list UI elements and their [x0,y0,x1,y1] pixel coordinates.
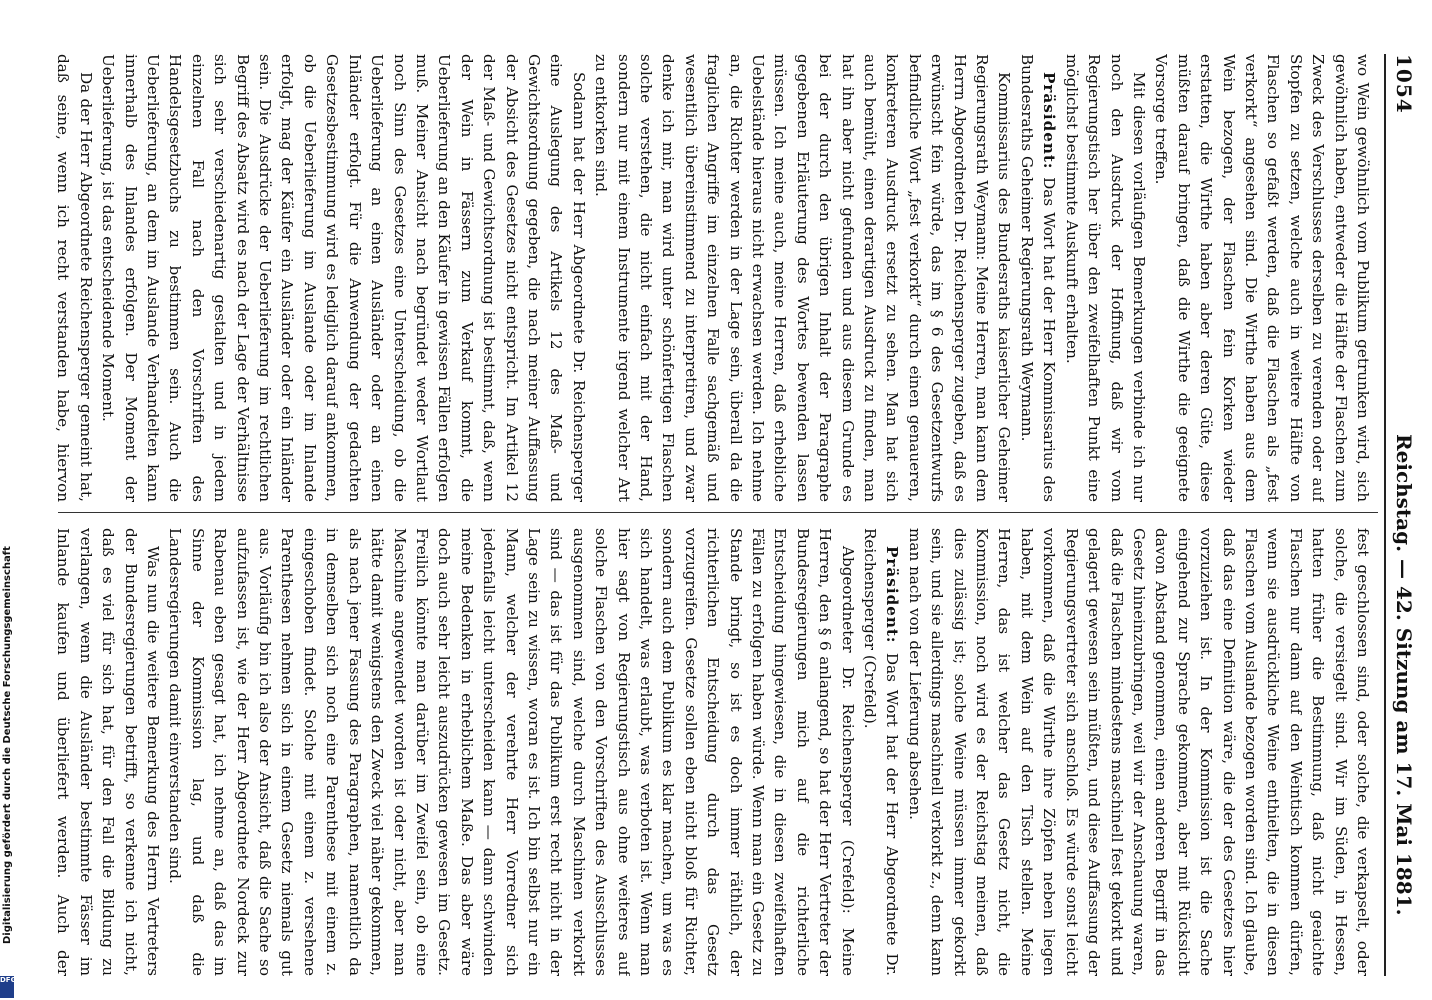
paragraph-text: Das Wort hat der Herr Kommissarius des Bundesraths Geheimer Regierungsrath Weymann. [1017,54,1059,502]
paragraph [590,54,1016,502]
paragraph [54,528,164,976]
page-number: 1054 [1392,54,1416,114]
paragraph [859,528,904,976]
paragraph-text: fest geschlossen sind, oder solche, die verkapselt, oder solche, die versiegelt sind. Wir im Süden, in Hessen, hatten früher die Bestimmung, daß nicht geaichte Flaschen nur dann auf den Weintisch kommen dürfen, wenn sie ausdrückliche Weine enthielten, die in diesen Flaschen vom Auslande bezogen worden sind. Ich glaube, daß das eine Definition wäre, die der des Gesetzes hier vorzuziehen ist. In der Kommission ist die Sache eingehend zur Sprache gekommen, aber mit Rücksicht davon Abstand genommen, einen anderen Begriff in das Gesetz hineinzubringen, weil wir der Anschauung waren, daß die Flaschen mindestens maschinell fest gekorkt und gelagert gewesen sein müßten, und diese Auffassung der Regierungsvertreter sich anschloß. Es würde sonst leicht vorkommen, daß die Wirthe ihre Zöpfen neben liegen haben, mit dem Wein auf den Tisch stellen. Meine Herren, das ist welcher das Gesetz nicht, die Kommission, noch wird es der Reichstag meinen, daß dies zulässig ist; solche Weine müssen immer gekorkt sein, und sie allerdings maschinell verkorkt z., denn kann man nach von der Lieferung absehen. [905,528,1372,976]
digitization-notice: Digitalisierung gefördert durch die Deutsche Forschungsgemeinschaft [2,546,13,944]
paragraph-text: wo Wein gewöhnlich vom Publikum getrunken wird, sich gewöhnlich haben, entweder die Hälfte der Flaschen zum Zweck des Verschlusses derselben zu verenden oder auf Stopfen zu setzen, welche auch in weitere Hälfte von Flaschen so gefaßt werden, daß die Flaschen als „fest verkorkt“ angesehen sind. Die Wirthe haben aus dem Wein bezogen, der Flaschen fein Korken wieder erstatten, die Wirthe haben aber deren Güte, diese müßten darauf bringen, daß die Wirthe die geeignete Vorsorge treffen. [1152,54,1372,502]
dfg-logo: DFG [0,976,14,998]
paragraph-text: Was nun die weitere Bemerkung des Herrn Vertreters der Bundesregierungen betrifft, so verkenne ich nicht, daß es viel für sich hat, für den Fall die Bildung zu verlangen, wenn die Ausländer bestimmte Fässer im Inlande kaufen und überliefert werden. Auch der [54,528,163,976]
speaker-label: Präsident: [1040,72,1059,178]
margin-strip [0,0,16,1000]
paragraph [903,528,1374,976]
running-head: Reichstag. — 42. Sitzung am 17. Mai 1881. [1392,434,1416,916]
speaker-label: Präsident: [883,546,902,653]
paragraph [164,528,859,976]
paragraph-text: Abgeordneter Dr. Reichensperger (Crefeld): Meine Herren, den § 6 anlangend, so hat der Herr Vertreter der Bundesregierungen mich auf die richterliche Entscheidung hingewiesen, die in diesen zweifelhaften Fällen zu erfolgen haben würde. Wenn man ein Gesetz zu Stande bringt, so ist es doch immer räthlich, der richterlichen Entscheidung durch das Gesetz vorzugreifen. Gesetze sollen eben nicht bloß für Richter, sondern auch dem Publikum es klar machen, um was es sich handelt, was erlaubt, was verboten ist. Wenn man hier sagt von Regierungstisch aus ohne weiteres auf solche Flaschen von den Vorschriften des Ausschlusses ausgenommen sind, welche durch Maschinen verkorkt sind — das ist für das Publikum erst recht nicht in der Lage sein zu wissen, woran es ist. Ich bin selbst nur ein Mann, welcher der verehrte Herr Vorredner sich jedenfalls leicht unterscheiden kann — dann schwinden meine Bedenken in erheblichem Maße. Das aber wäre doch auch sehr leicht auszudrücken gewesen im Gesetz. Freilich könnte man darüber im Zweifel sein, ob eine Maschine angewendet worden ist oder nicht, aber man hätte damit wenigstens den Zweck viel näher gekommen, als nach jener Fassung des Paragraphen, namentlich da in demselben sich noch eine Parenthese mit einem z. eingeschoben findet. Solche mit einem z. versehene Parenthesen nehmen sich in einem Gesetz niemals gut aus. Vorläufig bin ich also der Ansicht, daß die Sache so aufzufassen ist, wie der Herr Abgeordnete Nordeck zur Rabenau eben gesagt hat, ich nehme an, daß das im Sinne der Kommission lag, und daß die Landesregierungen damit einverstanden sind. [166,528,857,976]
column-divider [58,512,1378,513]
scanned-page-frame [40,34,1430,996]
left-column [54,54,1374,502]
paragraph-text: Mit diesen vorläufigen Bemerkungen verbinde ich nur noch den Ausdruck der Hoffnung, daß wir vom Regierungstisch her über den zweifelhaften Punkt eine möglichst bestimmte Auskunft erhalten. [1062,54,1148,502]
paragraph [1150,54,1374,502]
paragraph-text: Kommissarius des Bundesraths kaiserlicher Geheimer Regierungsrath Weymann: Meine Herren, man kann dem Herrn Abgeordneten Dr. Reichensperger zugeben, daß es erwünscht fein würde, das im § 6 des Gesetzentwurfs befindliche Wort „fest verkorkt“ durch einen genaueren, konkreteren Ausdruck ersetzt zu sehen. Man hat sich auch bemüht, einen derartigen Ausdruck zu finden, man hat ihn aber nicht gefunden und aus diesem Grunde es bei der durch den übrigen Inhalt der Paragraphe gegebenen Erläuterung des Wortes bewenden lassen müssen. Ich meine auch, meine Herren, daß erhebliche Uebelstände hieraus nicht erwachsen werden. Ich nehme an, die Richter werden in der Lage sein, überall da die fraglichen Angriffe im einzelnen Falle sachgemäß und wesentlich übereinstimmend zu interpretiren, und zwar denke ich mir, man wird unter schönfertigen Flaschen solche verstehen, die nicht einfach mit der Hand, sondern nur mit einem Instrumente irgend welcher Art zu entkorken sind. [592,54,1014,502]
paragraph-text: Da der Herr Abgeordnete Reichensperger gemeint hat, daß seine, wenn ich recht verstanden habe, hiervon [54,54,95,502]
right-column [54,528,1374,976]
paragraph [54,54,97,502]
paragraph-text: Sodann hat der Herr Abgeordnete Dr. Reichensperger eine Auslegung des Artikels 12 des Maß- und Gewichtsordnung gegeben, die nach meiner Auffassung der Absicht des Gesetzes nicht entspricht. Im Artikel 12 der Maß- und Gewichtsordnung ist bestimmt, daß, wenn der Wein in Fässern zum Verkauf kommt, die Ueberlieferung an den Käufer in gewissen Fällen erfolgen muß. Meiner Ansicht nach begründet weder Wortlaut noch Sinn des Gesetzes eine Unterscheidung, ob die Ueberlieferung an einen Ausländer oder an einen Inländer erfolgt. Für die Anwendung der gedachten Gesetzesbestimmung wird es lediglich darauf ankommen, ob die Ueberlieferung im Auslande oder im Inlande erfolgt, mag der Käufer ein Ausländer oder ein Inländer sein. Die Ausdrücke der Ueberlieferung im rechtlichen Begriff des Absatz wird es nach der Lage der Verhältnisse sich sehr verschiedenartig gestalten und in jedem einzelnen Fall nach den Vorschriften des Handelsgesetzbuchs zu bestimmen sein. Auch die Ueberlieferung, an dem im Auslande Verhandelten kann innerhalb des Inlandes erfolgen. Der Moment der Ueberlieferung, ist das entscheidende Moment. [99,54,588,502]
paragraph [1060,54,1150,502]
paragraph [97,54,590,502]
scanned-page [40,34,1430,996]
paragraph-text: Das Wort hat der Herr Abgeordnete Dr. Reichensperger (Crefeld). [861,528,902,976]
paragraph [1016,54,1061,502]
page-header [1384,54,1420,976]
